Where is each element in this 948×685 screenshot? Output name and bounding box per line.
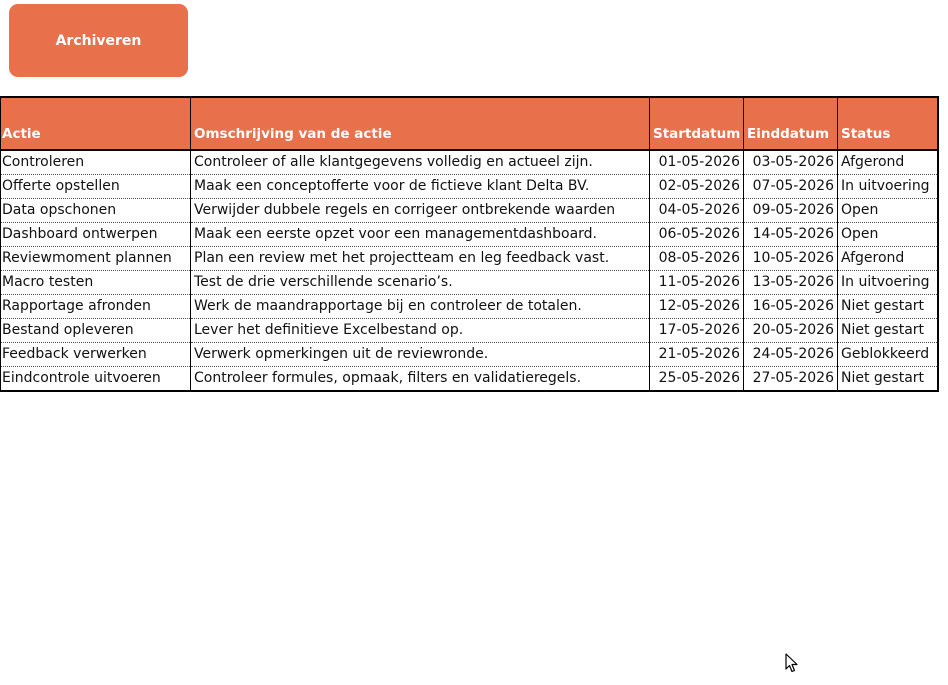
- table-row: [1, 271, 938, 295]
- cell-actie[interactable]: Offerte opstellen: [1, 175, 191, 199]
- cell-startdatum[interactable]: 06-05-2026: [650, 223, 744, 247]
- cell-status[interactable]: Geblokkeerd: [838, 343, 938, 367]
- cell-startdatum[interactable]: 04-05-2026: [650, 199, 744, 223]
- cell-einddatum[interactable]: 27-05-2026: [744, 367, 838, 392]
- cell-omschrijving[interactable]: Controleer of alle klantgegevens volledig en actueel zijn.: [191, 150, 650, 175]
- cell-status[interactable]: In uitvoering: [838, 175, 938, 199]
- cell-status[interactable]: Niet gestart: [838, 295, 938, 319]
- cell-actie[interactable]: Data opschonen: [1, 199, 191, 223]
- table-body: [1, 150, 938, 391]
- cell-omschrijving[interactable]: Verwijder dubbele regels en corrigeer ontbrekende waarden: [191, 199, 650, 223]
- table-row: [1, 319, 938, 343]
- cell-einddatum[interactable]: 09-05-2026: [744, 199, 838, 223]
- cell-startdatum[interactable]: 08-05-2026: [650, 247, 744, 271]
- cell-actie[interactable]: Dashboard ontwerpen: [1, 223, 191, 247]
- cell-actie[interactable]: Eindcontrole uitvoeren: [1, 367, 191, 392]
- cell-startdatum[interactable]: 02-05-2026: [650, 175, 744, 199]
- table-row: [1, 199, 938, 223]
- cell-einddatum[interactable]: 10-05-2026: [744, 247, 838, 271]
- cell-actie[interactable]: Feedback verwerken: [1, 343, 191, 367]
- header-omschrijving[interactable]: Omschrijving van de actie: [191, 97, 650, 150]
- cell-omschrijving[interactable]: Lever het definitieve Excelbestand op.: [191, 319, 650, 343]
- cell-startdatum[interactable]: 01-05-2026: [650, 150, 744, 175]
- cell-status[interactable]: Afgerond: [838, 247, 938, 271]
- cell-actie[interactable]: Reviewmoment plannen: [1, 247, 191, 271]
- table-row: [1, 247, 938, 271]
- table-row: [1, 367, 938, 392]
- header-row: [1, 97, 938, 150]
- table-row: [1, 295, 938, 319]
- table-row: [1, 343, 938, 367]
- cell-startdatum[interactable]: 11-05-2026: [650, 271, 744, 295]
- cell-status[interactable]: Niet gestart: [838, 367, 938, 392]
- header-einddatum[interactable]: Einddatum: [744, 97, 838, 150]
- cell-einddatum[interactable]: 03-05-2026: [744, 150, 838, 175]
- cell-status[interactable]: Afgerond: [838, 150, 938, 175]
- archive-button[interactable]: Archiveren: [9, 4, 188, 77]
- cell-einddatum[interactable]: 20-05-2026: [744, 319, 838, 343]
- cell-omschrijving[interactable]: Verwerk opmerkingen uit de reviewronde.: [191, 343, 650, 367]
- cell-startdatum[interactable]: 25-05-2026: [650, 367, 744, 392]
- header-actie[interactable]: Actie: [1, 97, 191, 150]
- table-row: [1, 150, 938, 175]
- cell-omschrijving[interactable]: Maak een eerste opzet voor een managementdashboard.: [191, 223, 650, 247]
- cell-status[interactable]: Niet gestart: [838, 319, 938, 343]
- cell-actie[interactable]: Bestand opleveren: [1, 319, 191, 343]
- cell-status[interactable]: In uitvoering: [838, 271, 938, 295]
- cell-actie[interactable]: Macro testen: [1, 271, 191, 295]
- cell-actie[interactable]: Rapportage afronden: [1, 295, 191, 319]
- cell-einddatum[interactable]: 14-05-2026: [744, 223, 838, 247]
- cell-startdatum[interactable]: 21-05-2026: [650, 343, 744, 367]
- cell-startdatum[interactable]: 17-05-2026: [650, 319, 744, 343]
- cell-einddatum[interactable]: 13-05-2026: [744, 271, 838, 295]
- cell-omschrijving[interactable]: Maak een conceptofferte voor de fictieve klant Delta BV.: [191, 175, 650, 199]
- mouse-cursor-icon: [785, 653, 799, 673]
- cell-omschrijving[interactable]: Werk de maandrapportage bij en controleer de totalen.: [191, 295, 650, 319]
- cell-startdatum[interactable]: 12-05-2026: [650, 295, 744, 319]
- cell-actie[interactable]: Controleren: [1, 150, 191, 175]
- cell-status[interactable]: Open: [838, 223, 938, 247]
- cell-omschrijving[interactable]: Plan een review met het projectteam en leg feedback vast.: [191, 247, 650, 271]
- header-startdatum[interactable]: Startdatum: [650, 97, 744, 150]
- header-status[interactable]: Status: [838, 97, 938, 150]
- table-row: [1, 223, 938, 247]
- cell-einddatum[interactable]: 07-05-2026: [744, 175, 838, 199]
- table-row: [1, 175, 938, 199]
- action-table: [0, 96, 939, 392]
- cell-einddatum[interactable]: 24-05-2026: [744, 343, 838, 367]
- cell-omschrijving[interactable]: Test de drie verschillende scenario’s.: [191, 271, 650, 295]
- cell-einddatum[interactable]: 16-05-2026: [744, 295, 838, 319]
- cell-omschrijving[interactable]: Controleer formules, opmaak, filters en validatieregels.: [191, 367, 650, 392]
- cell-status[interactable]: Open: [838, 199, 938, 223]
